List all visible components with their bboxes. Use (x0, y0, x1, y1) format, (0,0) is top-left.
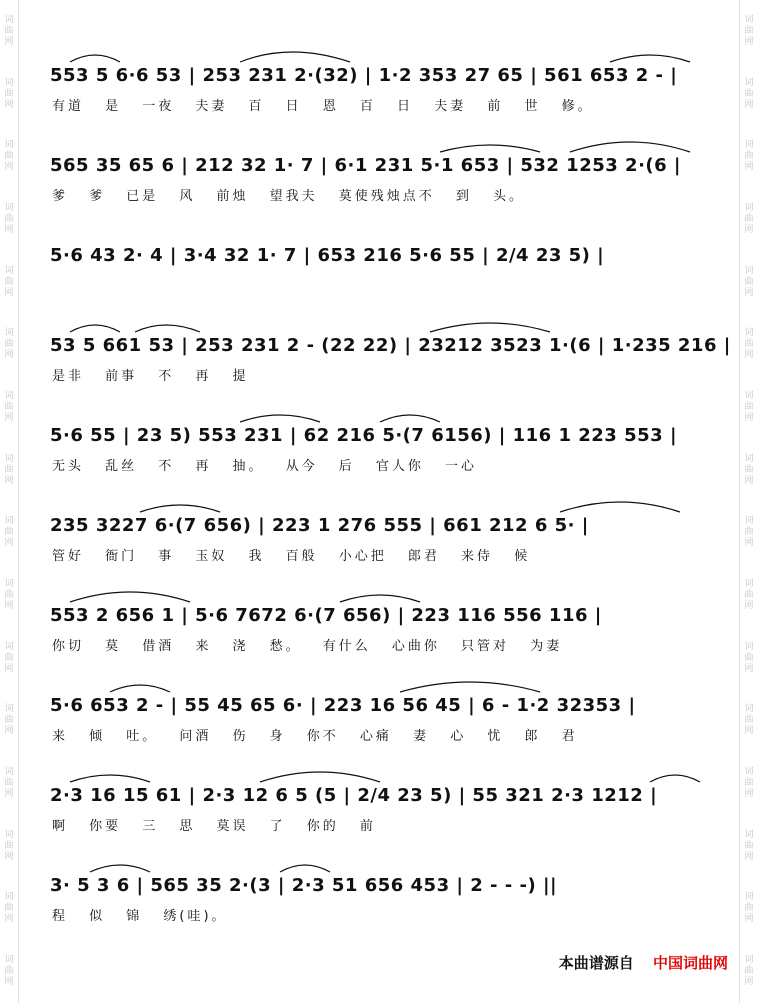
score-row (30, 314, 730, 404)
watermark-text: 词曲网 (4, 14, 14, 47)
lyrics-line: 爹 爹 已是 风 前烛 望我夫 莫使残烛点不 到 头。 (52, 189, 526, 204)
watermark-text: 词曲网 (4, 390, 14, 423)
lyrics-line: 来 倾 吐。 问酒 伤 身 你不 心痛 妻 心 忧 郎 君 (52, 729, 578, 744)
lyrics-line: 是非 前事 不 再 提 (52, 369, 249, 384)
watermark-text: 词曲网 (4, 767, 14, 800)
watermark-text: 词曲网 (4, 704, 14, 737)
brand-link[interactable]: 中国词曲网 (652, 954, 728, 972)
watermark-text: 词曲网 (4, 829, 14, 862)
watermark-text: 词曲网 (4, 453, 14, 486)
watermark-text: 词曲网 (4, 516, 14, 549)
watermark-text: 词曲网 (4, 955, 14, 988)
score-row (30, 674, 730, 764)
watermark-text: 词曲网 (744, 14, 754, 47)
score-row (30, 494, 730, 584)
lyrics-line (52, 276, 712, 298)
score-row (30, 584, 730, 674)
watermark-text: 词曲网 (744, 77, 754, 110)
score-row (30, 404, 730, 494)
watermark-text: 词曲网 (744, 390, 754, 423)
watermark-text: 词曲网 (744, 453, 754, 486)
notation-line: 235 3227 6·(7 656) | 223 1 276 555 | 661 212 6 5· | (50, 515, 589, 536)
watermark-text: 词曲网 (4, 641, 14, 674)
source-label: 本曲谱源自 (558, 954, 634, 972)
lyrics-line: 管好 衙门 事 玉奴 我 百般 小心把 郎君 来侍 候 (52, 549, 531, 564)
watermark-text: 词曲网 (744, 767, 754, 800)
score-row (30, 44, 730, 134)
score-row (30, 764, 730, 854)
watermark-text: 词曲网 (4, 140, 14, 173)
watermark-text: 词曲网 (4, 265, 14, 298)
notation-line: 3· 5 3 6 | 565 35 2·(3 | 2·3 51 656 453 | 2 - - -) || (50, 875, 558, 896)
watermark-text: 词曲网 (744, 202, 754, 235)
watermark-text: 词曲网 (4, 202, 14, 235)
watermark-text: 词曲网 (4, 579, 14, 612)
notation-line: 53 5 661 53 | 253 231 2 - (22 22) | 23212 3523 1·(6 | 1·235 216 | (50, 335, 731, 356)
watermark-text: 词曲网 (744, 140, 754, 173)
watermark-text: 词曲网 (744, 516, 754, 549)
score-row (30, 854, 730, 944)
watermark-right (739, 0, 758, 1003)
watermark-text: 词曲网 (4, 892, 14, 925)
notation-line: 5·6 55 | 23 5) 553 231 | 62 216 5·(7 6156) | 116 1 223 553 | (50, 425, 678, 446)
lyrics-line: 你切 莫 借酒 来 浇 愁。 有什么 心曲你 只管对 为妻 (52, 639, 563, 654)
lyrics-line: 有道 是 一夜 夫妻 百 日 恩 百 日 夫妻 前 世 修。 (52, 99, 594, 114)
lyrics-line: 啊 你要 三 思 莫误 了 你的 前 (52, 819, 376, 834)
jianpu-score (30, 44, 730, 944)
watermark-text: 词曲网 (744, 328, 754, 361)
watermark-text: 词曲网 (744, 579, 754, 612)
notation-line: 5·6 43 2· 4 | 3·4 32 1· 7 | 653 216 5·6 55 | 2/4 23 5) | (50, 245, 605, 266)
score-row (30, 224, 730, 314)
watermark-text: 词曲网 (744, 892, 754, 925)
notation-line: 553 2 656 1 | 5·6 7672 6·(7 656) | 223 116 556 116 | (50, 605, 602, 626)
watermark-text: 词曲网 (744, 265, 754, 298)
lyrics-line: 程 似 锦 绣(哇)。 (52, 909, 228, 924)
watermark-text: 词曲网 (744, 829, 754, 862)
watermark-left (0, 0, 19, 1003)
notation-line: 5·6 653 2 - | 55 45 65 6· | 223 16 56 45 | 6 - 1·2 32353 | (50, 695, 636, 716)
watermark-text: 词曲网 (4, 328, 14, 361)
watermark-text: 词曲网 (4, 77, 14, 110)
score-row (30, 134, 730, 224)
source-footer (559, 952, 728, 973)
watermark-text: 词曲网 (744, 955, 754, 988)
notation-line: 565 35 65 6 | 212 32 1· 7 | 6·1 231 5·1 653 | 532 1253 2·(6 | (50, 155, 682, 176)
notation-line: 2·3 16 15 61 | 2·3 12 6 5 (5 | 2/4 23 5) | 55 321 2·3 1212 | (50, 785, 658, 806)
watermark-text: 词曲网 (744, 641, 754, 674)
lyrics-line: 无头 乱丝 不 再 抽。 从今 后 官人你 一心 (52, 459, 478, 474)
notation-line: 553 5 6·6 53 | 253 231 2·(32) | 1·2 353 27 65 | 561 653 2 - | (50, 65, 678, 86)
watermark-text: 词曲网 (744, 704, 754, 737)
